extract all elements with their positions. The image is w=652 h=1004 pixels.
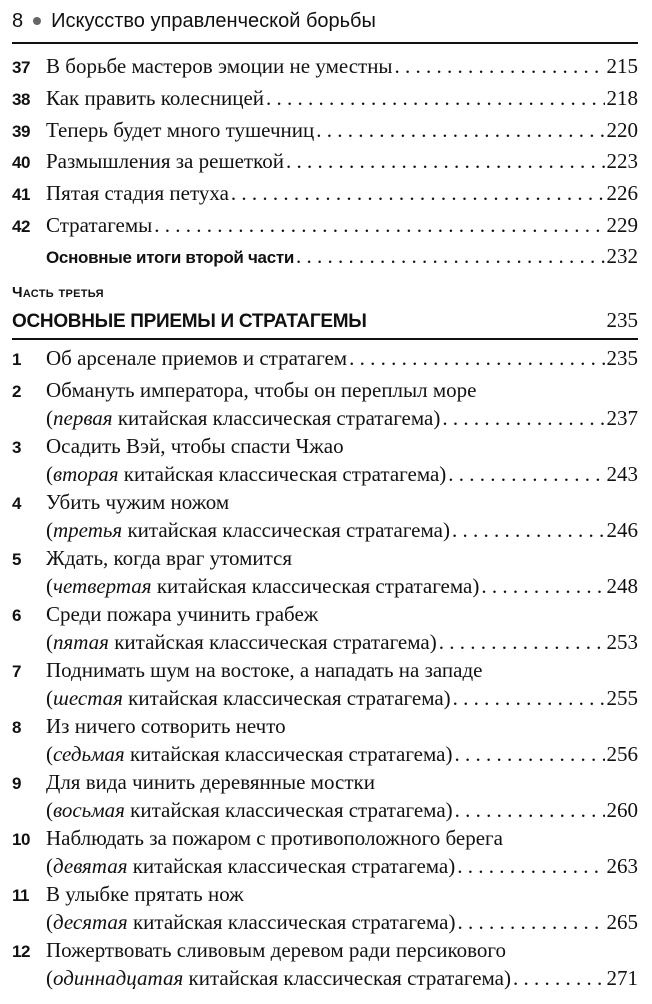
- entry-page: 255: [606, 686, 638, 710]
- dot-leader: [286, 149, 605, 174]
- entry-page: 218: [606, 86, 638, 110]
- toc-entry: [12, 149, 638, 177]
- toc-entry: [12, 118, 638, 146]
- subtitle-rest: китайская классическая стратагема): [118, 462, 447, 486]
- entry-subtitle: (четвертая китайская классическая стратагема): [46, 574, 480, 598]
- entry-page: 260: [606, 798, 638, 822]
- entry-number: 11: [12, 886, 29, 905]
- subtitle-rest: китайская классическая стратагема): [124, 798, 453, 822]
- entry-title: В борьбе мастеров эмоции не уместны: [46, 54, 393, 78]
- entry-title: Обмануть императора, чтобы он переплыл море: [46, 378, 477, 402]
- dot-leader: [266, 86, 605, 111]
- ordinal: четвертая: [53, 574, 152, 598]
- part-page: 235: [606, 308, 638, 332]
- entry-number: 9: [12, 774, 21, 793]
- entry-title: Об арсенале приемов и стратагем: [46, 346, 348, 370]
- page-number: 8: [12, 9, 24, 32]
- bullet-icon: [33, 17, 41, 25]
- entry-title: Осадить Вэй, чтобы спасти Чжао: [46, 434, 344, 458]
- entry-subtitle: (десятая китайская классическая стратагема): [46, 910, 456, 934]
- entry-page: 248: [606, 574, 638, 598]
- subtitle-rest: китайская классическая стратагема): [124, 742, 453, 766]
- dot-leader: [448, 462, 604, 487]
- ordinal: одиннадцатая: [53, 966, 184, 990]
- entry-title: Размышления за решеткой: [46, 149, 284, 173]
- entry-title: Из ничего сотворить нечто: [46, 714, 286, 738]
- toc-entry: [12, 213, 638, 241]
- dot-leader: [296, 244, 604, 269]
- entry-page: 271: [606, 966, 638, 990]
- subtitle-rest: китайская классическая стратагема): [183, 966, 511, 990]
- entry-subtitle: (вторая китайская классическая стратагема): [46, 462, 447, 486]
- toc-entry: [12, 938, 638, 994]
- toc-entry: [12, 602, 638, 658]
- entry-subtitle: (шестая китайская классическая стратагема): [46, 686, 451, 710]
- entry-subtitle: (пятая китайская классическая стратагема): [46, 630, 437, 654]
- entry-page: 235: [606, 346, 638, 370]
- entry-title: Стратагемы: [46, 213, 153, 237]
- subtitle-rest: китайская классическая стратагема): [127, 910, 456, 934]
- dot-leader: [442, 406, 604, 431]
- entry-page: 263: [606, 854, 638, 878]
- entry-number: 39: [12, 122, 30, 141]
- dot-leader: [453, 686, 605, 711]
- entry-page: 243: [606, 462, 638, 486]
- dot-leader: [395, 54, 605, 79]
- subtitle-rest: китайская классическая стратагема): [151, 574, 480, 598]
- ordinal: восьмая: [53, 798, 125, 822]
- toc-entry: [12, 54, 638, 82]
- dot-leader: [316, 118, 604, 143]
- subtitle-rest: китайская классическая стратагема): [122, 686, 451, 710]
- entry-page: 253: [606, 630, 638, 654]
- entry-title: Пожертвовать сливовым деревом ради персикового: [46, 938, 507, 962]
- entry-number: 12: [12, 942, 30, 961]
- entry-number: 2: [12, 382, 21, 401]
- entry-title: Как править колесницей: [46, 86, 264, 110]
- entry-subtitle: (первая китайская классическая стратагема): [46, 406, 441, 430]
- entry-subtitle: (восьмая китайская классическая стратагема): [46, 798, 453, 822]
- ordinal: вторая: [53, 462, 119, 486]
- summary-page: 232: [606, 244, 638, 268]
- ordinal: шестая: [53, 686, 123, 710]
- toc-entry: [12, 826, 638, 882]
- entry-subtitle: (одиннадцатая китайская классическая стратагема): [46, 966, 511, 990]
- dot-leader: [481, 574, 604, 599]
- entry-number: 5: [12, 550, 21, 569]
- ordinal: первая: [53, 406, 113, 430]
- part-title: ОСНОВНЫЕ ПРИЕМЫ И СТРАТАГЕМЫ: [12, 311, 367, 332]
- dot-leader: [455, 798, 605, 823]
- dot-leader: [439, 630, 605, 655]
- toc-entry: [12, 714, 638, 770]
- entry-title: Наблюдать за пожаром с противоположного берега: [46, 826, 503, 850]
- entry-page: 237: [606, 406, 638, 430]
- entry-page: 215: [606, 54, 638, 78]
- subtitle-rest: китайская классическая стратагема): [108, 630, 437, 654]
- ordinal: пятая: [53, 630, 109, 654]
- entry-title: Убить чужим ножом: [46, 490, 230, 514]
- entry-number: 41: [12, 185, 30, 204]
- part-divider: [12, 338, 638, 340]
- dot-leader: [154, 213, 604, 238]
- entry-number: 1: [12, 350, 21, 369]
- toc-entry: [12, 86, 638, 114]
- entry-page: 256: [606, 742, 638, 766]
- part-heading: [12, 308, 638, 338]
- entry-number: 10: [12, 830, 30, 849]
- entry-number: 38: [12, 90, 30, 109]
- entry-page: 229: [606, 213, 638, 237]
- entry-subtitle: (третья китайская классическая стратагема): [46, 518, 450, 542]
- entry-subtitle: (девятая китайская классическая стратагема): [46, 854, 456, 878]
- running-header: [12, 6, 638, 36]
- toc-summary: [12, 244, 638, 272]
- subtitle-rest: китайская классическая стратагема): [112, 406, 441, 430]
- toc-entry: [12, 546, 638, 602]
- ordinal: седьмая: [53, 742, 125, 766]
- entry-number: 6: [12, 606, 21, 625]
- entry-title: В улыбке прятать нож: [46, 882, 244, 906]
- book-title: Искусство управленческой борьбы: [51, 9, 376, 32]
- toc-entry: [12, 181, 638, 209]
- ordinal: девятая: [53, 854, 128, 878]
- ordinal: десятая: [53, 910, 128, 934]
- dot-leader: [349, 346, 604, 371]
- entry-page: 223: [606, 149, 638, 173]
- dot-leader: [457, 854, 604, 879]
- dot-leader: [454, 742, 604, 767]
- entry-number: 42: [12, 217, 30, 236]
- entry-number: 40: [12, 153, 30, 172]
- entry-number: 4: [12, 494, 21, 513]
- toc-entry: [12, 434, 638, 490]
- header-divider: [12, 42, 638, 44]
- entry-number: 37: [12, 58, 30, 77]
- entry-page: 220: [606, 118, 638, 142]
- toc-entry: [12, 770, 638, 826]
- toc-entry: [12, 658, 638, 714]
- toc-entry: [12, 882, 638, 938]
- entry-number: 7: [12, 662, 21, 681]
- toc-page: [12, 0, 638, 1004]
- entry-title: Теперь будет много тушечниц: [46, 118, 315, 142]
- entry-page: 226: [606, 181, 638, 205]
- toc-entry: [12, 378, 638, 434]
- toc-entry: [12, 346, 638, 374]
- entry-subtitle: (седьмая китайская классическая стратагема): [46, 742, 453, 766]
- entry-title: Пятая стадия петуха: [46, 181, 229, 205]
- dot-leader: [513, 966, 605, 991]
- toc-entry: [12, 490, 638, 546]
- dot-leader: [457, 910, 604, 935]
- entry-page: 265: [606, 910, 638, 934]
- entry-page: 246: [606, 518, 638, 542]
- subtitle-rest: китайская классическая стратагема): [122, 518, 450, 542]
- entry-number: 3: [12, 438, 21, 457]
- entry-title: Поднимать шум на востоке, а нападать на западе: [46, 658, 483, 682]
- ordinal: третья: [53, 518, 123, 542]
- dot-leader: [231, 181, 605, 206]
- subtitle-rest: китайская классическая стратагема): [127, 854, 456, 878]
- entry-title: Среди пожара учинить грабеж: [46, 602, 319, 626]
- summary-title: Основные итоги второй части: [46, 248, 295, 267]
- entry-title: Ждать, когда враг утомится: [46, 546, 293, 570]
- dot-leader: [452, 518, 605, 543]
- entry-number: 8: [12, 718, 21, 737]
- part-label: Часть третья: [12, 284, 104, 301]
- entry-title: Для вида чинить деревянные мостки: [46, 770, 375, 794]
